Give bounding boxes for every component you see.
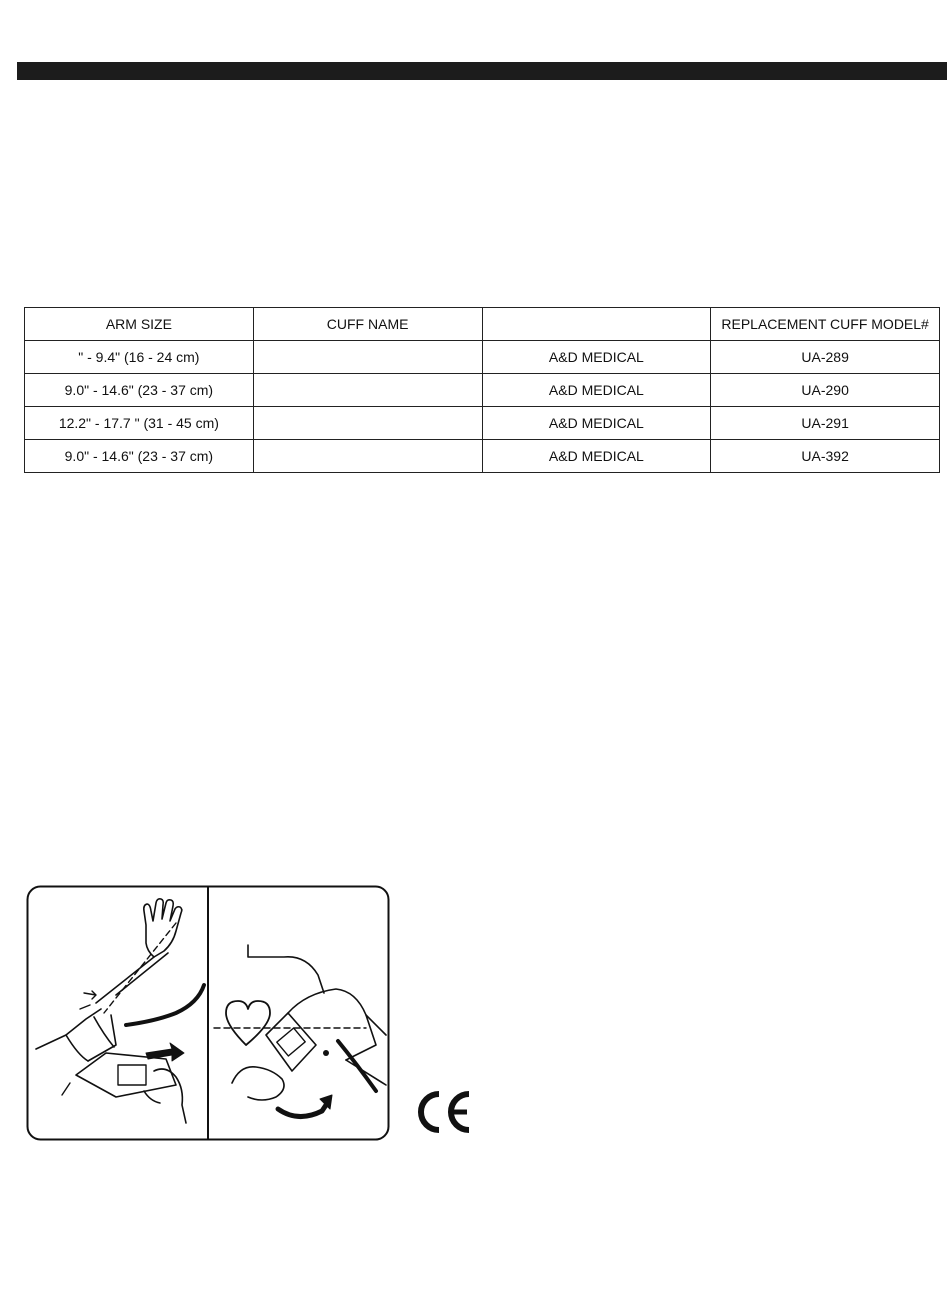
arm-position-panel [214,945,386,1117]
header-bar [17,62,947,80]
arm-size-cell: 9.0" - 14.6" (23 - 37 cm) [25,374,254,407]
table-row [25,374,940,407]
cuff-name-cell [253,440,482,473]
column-header-cuff-name: CUFF NAME [253,308,482,341]
arm-size-cell: " - 9.4" (16 - 24 cm) [25,341,254,374]
column-header-replacement-model: REPLACEMENT CUFF MODEL# [711,308,940,341]
cuff-size-table [24,307,940,473]
manufacturer-cell: A&D MEDICAL [482,374,711,407]
arm-wrap-panel [36,899,204,1123]
column-header-arm-size: ARM SIZE [25,308,254,341]
cuff-application-illustration [26,885,390,1141]
cuff-name-cell [253,341,482,374]
manufacturer-cell: A&D MEDICAL [482,341,711,374]
cuff-name-cell [253,374,482,407]
model-cell: UA-291 [711,407,940,440]
arm-size-cell: 9.0" - 14.6" (23 - 37 cm) [25,440,254,473]
model-cell: UA-392 [711,440,940,473]
manufacturer-cell: A&D MEDICAL [482,440,711,473]
cuff-name-cell [253,407,482,440]
column-header-manufacturer [482,308,711,341]
model-cell: UA-290 [711,374,940,407]
table-header-row [25,308,940,341]
model-cell: UA-289 [711,341,940,374]
ce-mark-icon [414,1088,472,1136]
table-row [25,440,940,473]
manufacturer-cell: A&D MEDICAL [482,407,711,440]
arm-size-cell: 12.2" - 17.7 " (31 - 45 cm) [25,407,254,440]
table-row [25,341,940,374]
table-row [25,407,940,440]
